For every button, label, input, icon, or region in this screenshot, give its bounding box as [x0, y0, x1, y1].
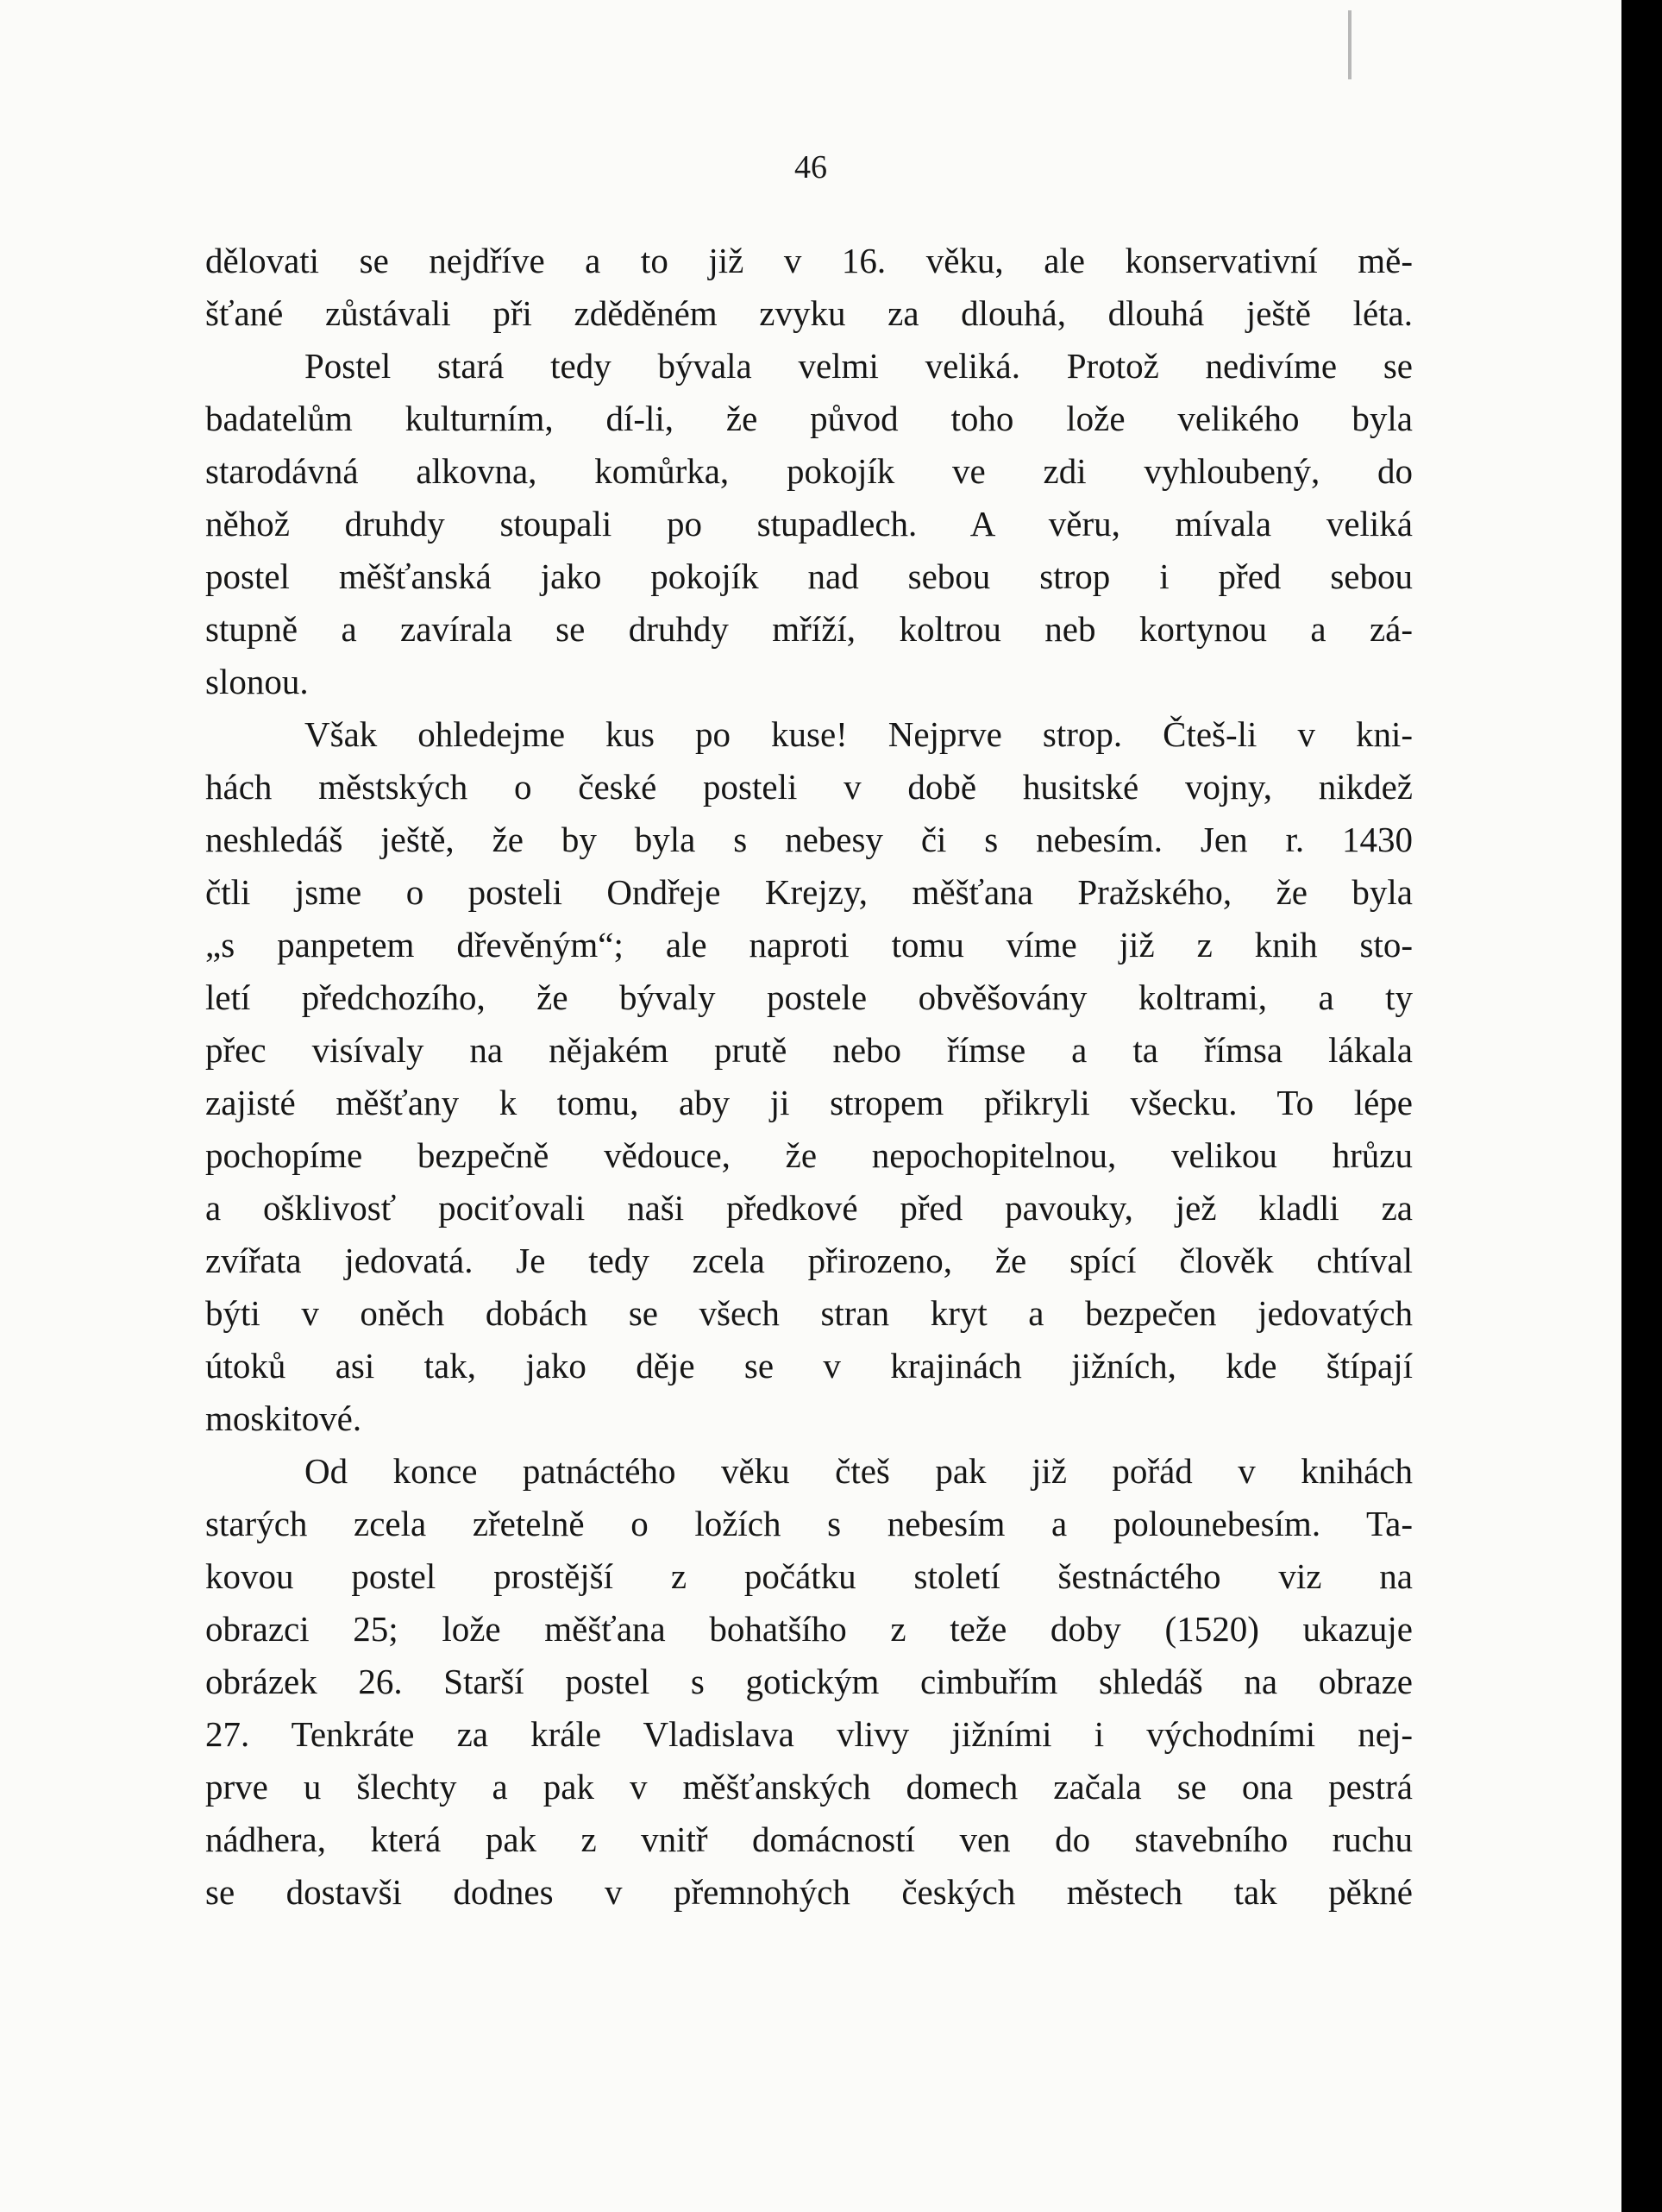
text-line: zajisté měšťany k tomu, aby ji stropem přikryli všecku. To lépe — [205, 1083, 1413, 1122]
text-line: útoků asi tak, jako děje se v krajinách jižních, kde štípají — [205, 1346, 1413, 1386]
text-line: „s panpetem dřevěným“; ale naproti tomu víme již z knih sto- — [205, 925, 1413, 965]
text-line: zvířata jedovatá. Je tedy zcela přirozeno, že spící člověk chtíval — [205, 1241, 1413, 1280]
text-line: moskitové. — [205, 1398, 362, 1438]
text-line: býti v oněch dobách se všech stran kryt a bezpečen jedovatých — [205, 1293, 1413, 1333]
text-line: kovou postel prostější z počátku století šestnáctého viz na — [205, 1556, 1413, 1596]
text-line: šťané zůstávali při zděděném zvyku za dlouhá, dlouhá ještě léta. — [205, 293, 1413, 333]
text-line: Postel stará tedy bývala velmi veliká. Protož nedivíme se — [304, 346, 1413, 386]
text-line: nádhera, která pak z vnitř domácností ven do stavebního ruchu — [205, 1819, 1413, 1859]
body-text — [205, 235, 1413, 1919]
text-line: slonou. — [205, 662, 309, 701]
text-line: postel měšťanská jako pokojík nad sebou strop i před sebou — [205, 556, 1413, 596]
text-line: pochopíme bezpečně vědouce, že nepochopitelnou, velikou hrůzu — [205, 1135, 1413, 1175]
text-line: letí předchozího, že bývaly postele obvěšovány koltrami, a ty — [205, 977, 1413, 1017]
text-line: Od konce patnáctého věku čteš pak již pořád v knihách — [304, 1451, 1413, 1491]
text-line: čtli jsme o posteli Ondřeje Krejzy, měšťana Pražského, že byla — [205, 872, 1413, 912]
text-line: stupně a zavírala se druhdy mříží, koltrou neb kortynou a zá- — [205, 609, 1413, 649]
text-line: starých zcela zřetelně o ložích s nebesím a polounebesím. Ta- — [205, 1504, 1413, 1543]
text-line: něhož druhdy stoupali po stupadlech. A věru, mívala veliká — [205, 504, 1413, 544]
text-line: a ošklivosť pociťovali naši předkové před pavouky, jež kladli za — [205, 1188, 1413, 1228]
text-line: přec visívaly na nějakém prutě nebo římse a ta římsa lákala — [205, 1030, 1413, 1070]
text-line: Však ohledejme kus po kuse! Nejprve strop. Čteš-li v kni- — [304, 714, 1413, 754]
text-line: dělovati se nejdříve a to již v 16. věku, ale konservativní mě- — [205, 241, 1413, 280]
text-line: neshledáš ještě, že by byla s nebesy či s nebesím. Jen r. 1430 — [205, 820, 1413, 859]
text-line: badatelům kulturním, dí-li, že původ toho lože velikého byla — [205, 399, 1413, 438]
page-number: 46 — [794, 149, 827, 185]
text-line: prve u šlechty a pak v měšťanských domech začala se ona pestrá — [205, 1767, 1413, 1807]
text-line: obrázek 26. Starší postel s gotickým cimbuřím shledáš na obraze — [205, 1662, 1413, 1701]
text-line: starodávná alkovna, komůrka, pokojík ve zdi vyhloubený, do — [205, 451, 1413, 491]
text-line: se dostavši dodnes v přemnohých českých městech tak pěkné — [205, 1872, 1413, 1912]
scan-edge-mark — [1348, 10, 1352, 79]
text-line: hách městských o české posteli v době husitské vojny, nikdež — [205, 767, 1413, 807]
text-line: obrazci 25; lože měšťana bohatšího z teže doby (1520) ukazuje — [205, 1609, 1413, 1649]
text-line: 27. Tenkráte za krále Vladislava vlivy jižními i východními nej- — [205, 1714, 1413, 1754]
